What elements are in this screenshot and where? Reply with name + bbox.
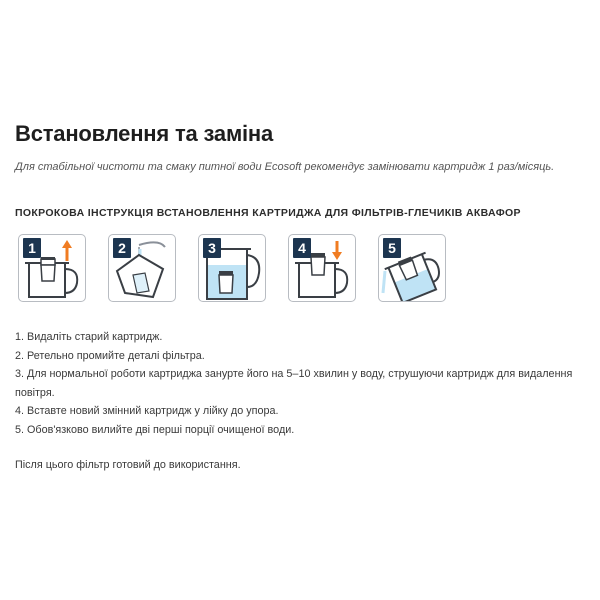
instruction-item-5: 5. Обов'язково вилийте дві перші порції очищеної води. xyxy=(15,423,295,436)
step-number-1: 1 xyxy=(23,238,41,258)
instructions-list xyxy=(15,328,585,440)
step-number-4: 4 xyxy=(293,238,311,258)
step-number-2: 2 xyxy=(113,238,131,258)
steps-row xyxy=(18,234,448,304)
step-card-4 xyxy=(288,234,356,302)
subtitle: Для стабільної чистоти та смаку питної води Ecosoft рекомендує замінювати картридж 1 раз/місяць. xyxy=(15,161,555,173)
footer-note: Після цього фільтр готовий до використання. xyxy=(15,459,241,471)
step-card-2 xyxy=(108,234,176,302)
page-title: Встановлення та заміна xyxy=(15,121,274,146)
section-heading: ПОКРОКОВА ІНСТРУКЦІЯ ВСТАНОВЛЕННЯ КАРТРИДЖА ДЛЯ ФІЛЬТРІВ-ГЛЕЧИКІВ АКВАФОР xyxy=(15,207,521,219)
step-card-3 xyxy=(198,234,266,302)
instruction-item-4: 4. Вставте новий змінний картридж у лійку до упора. xyxy=(15,405,279,418)
instruction-item-3: 3. Для нормальної роботи картриджа занурте його на 5–10 хвилин у воду, струшуючи картридж для видалення повітря. xyxy=(15,368,573,399)
instruction-item-2: 2. Ретельно промийте деталі фільтра. xyxy=(15,349,205,362)
instruction-item-1: 1. Видаліть старий картридж. xyxy=(15,331,163,343)
step-number-5: 5 xyxy=(383,238,401,258)
step-card-1 xyxy=(18,234,86,302)
step-card-5 xyxy=(378,234,446,302)
step-number-3: 3 xyxy=(203,238,221,258)
